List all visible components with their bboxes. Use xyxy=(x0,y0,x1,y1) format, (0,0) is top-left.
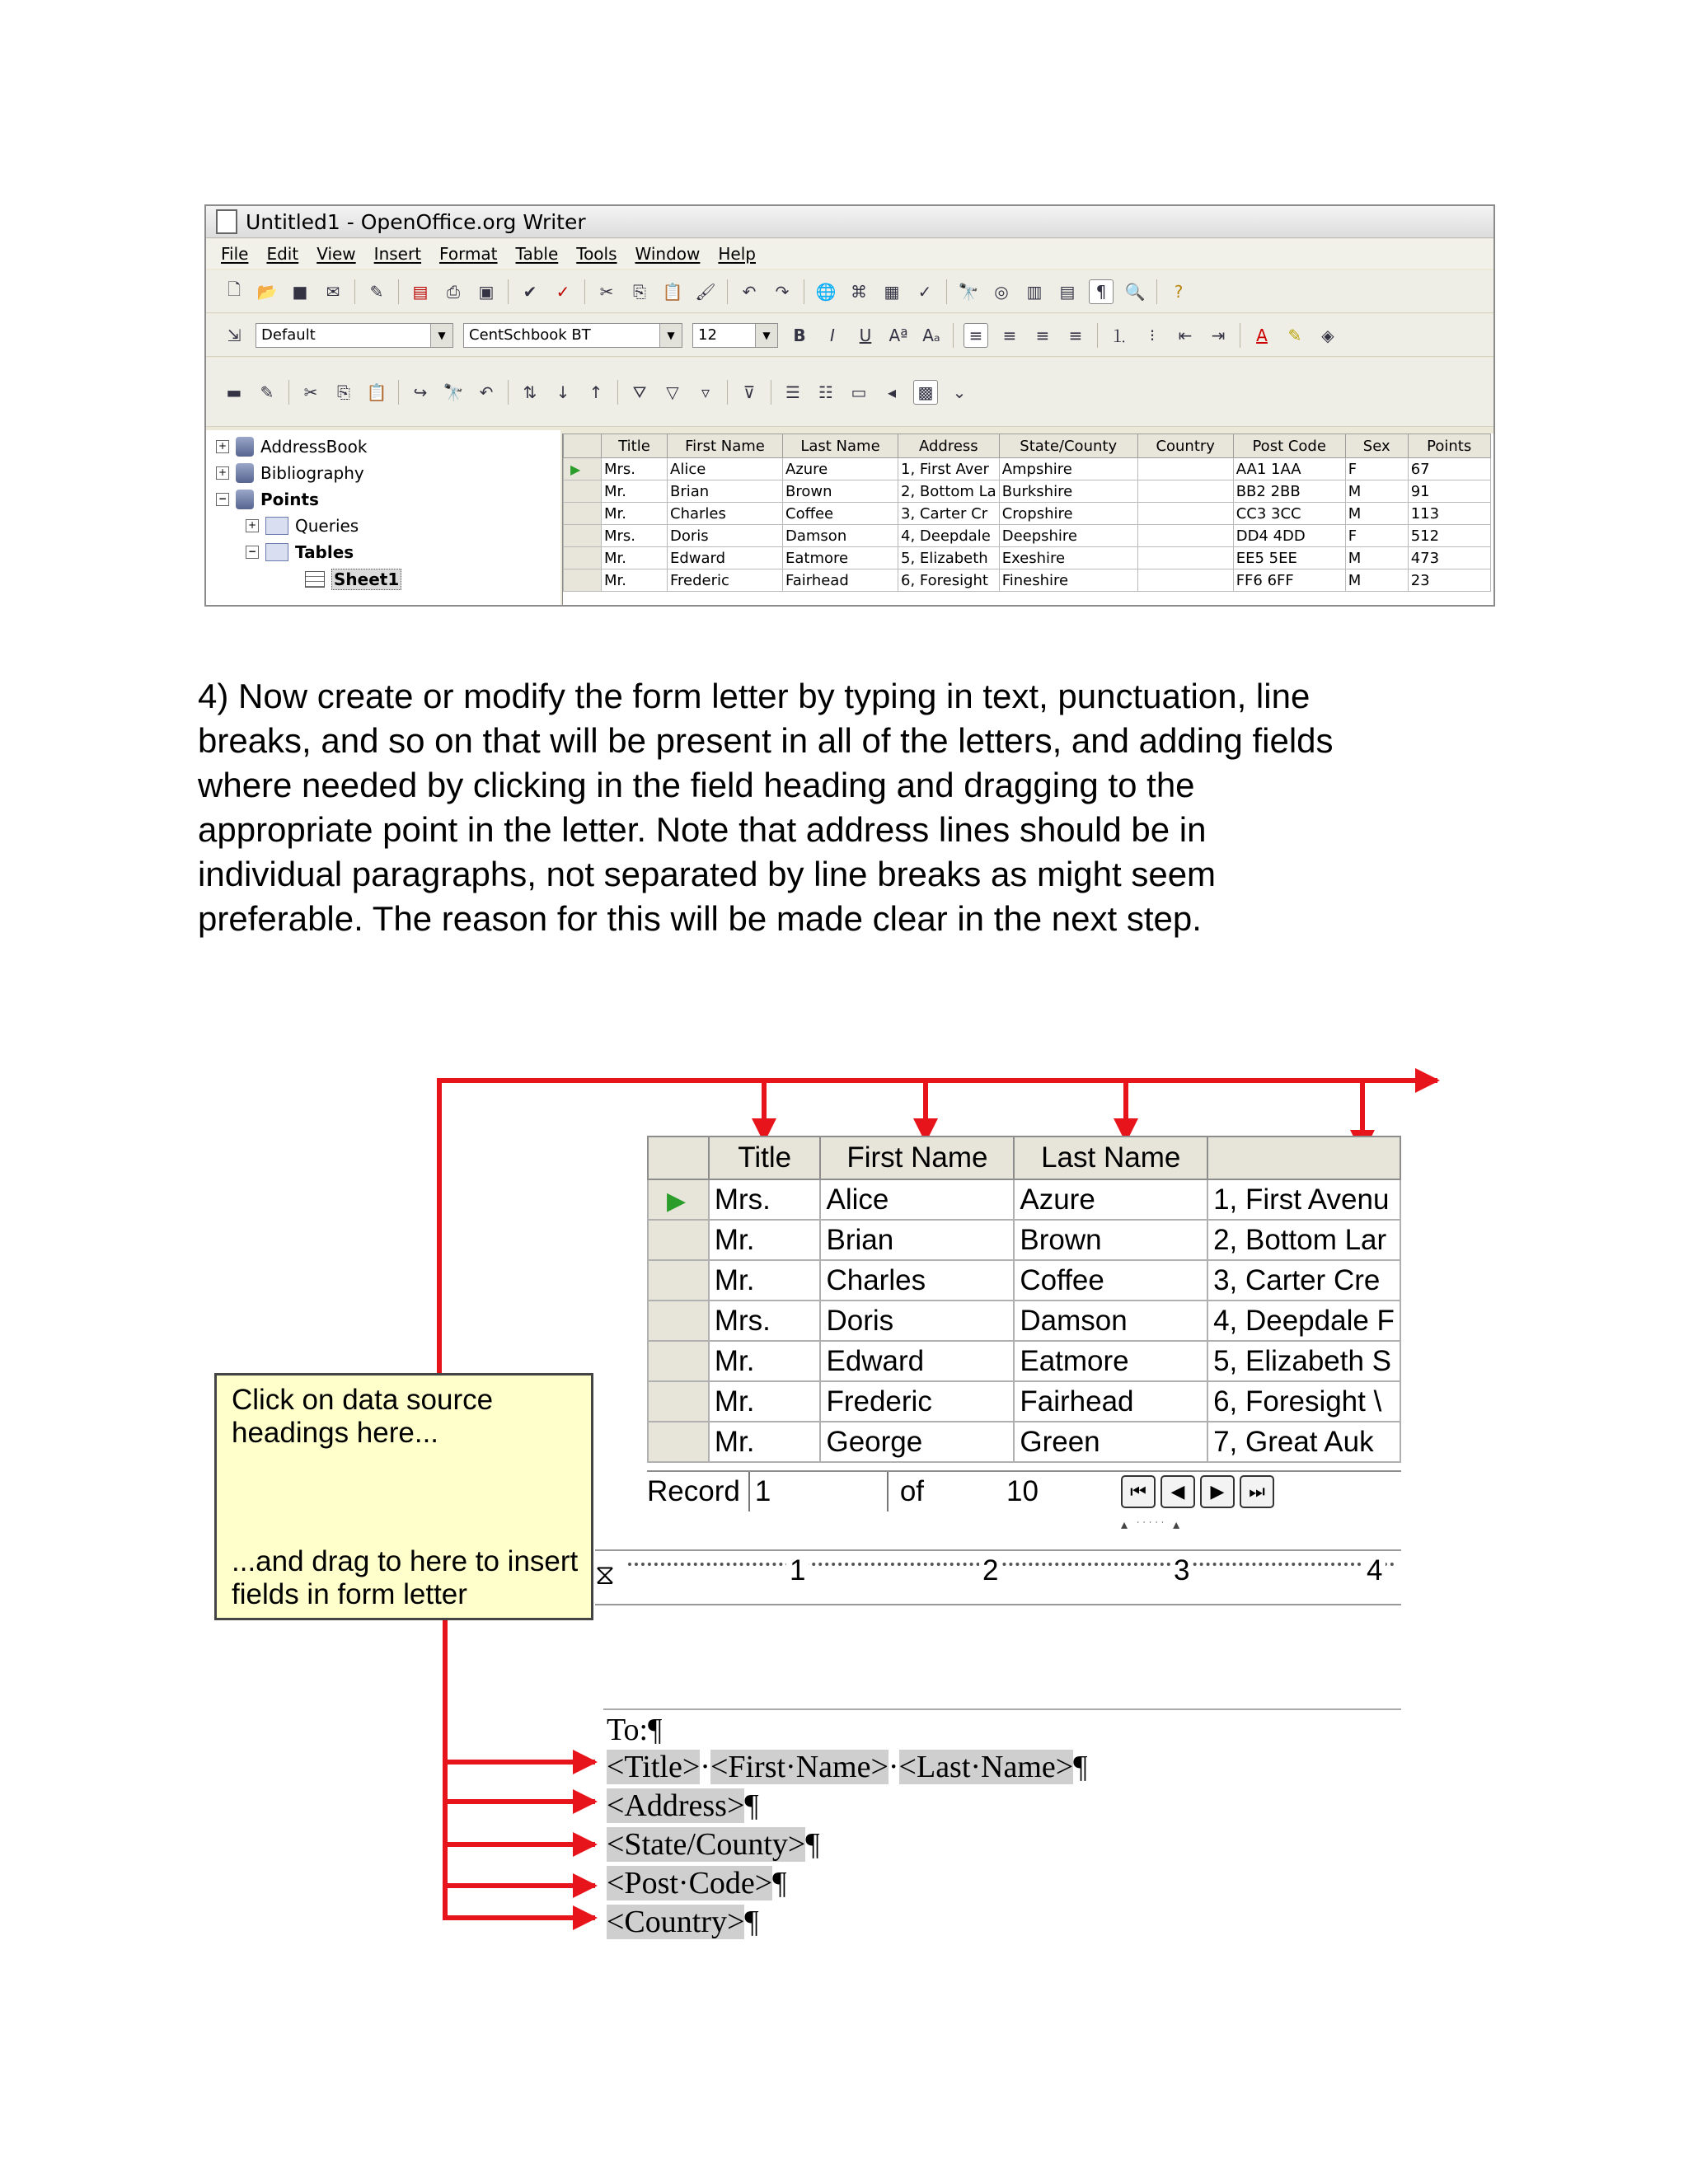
menu-tools[interactable]: Tools xyxy=(576,244,617,264)
spellcheck-icon[interactable]: ✔ xyxy=(523,281,537,302)
tree-item-label: Sheet1 xyxy=(331,569,401,590)
save-record-icon[interactable]: ↪ xyxy=(413,382,428,402)
zoom-table-row[interactable] xyxy=(631,1301,1400,1341)
spacer xyxy=(631,1301,648,1341)
tree-item-label: Tables xyxy=(295,542,354,562)
zoom-column-header-address[interactable] xyxy=(1207,1137,1400,1179)
paste-icon[interactable]: 📋 xyxy=(662,281,683,302)
table-cell[interactable]: EE5 5EE xyxy=(1233,547,1345,569)
sort-asc-icon[interactable]: ↓ xyxy=(556,382,570,402)
row-selector[interactable] xyxy=(648,1179,709,1220)
table-cell[interactable]: 113 xyxy=(1408,503,1490,525)
menu-view[interactable]: View xyxy=(316,244,356,264)
table-cell[interactable]: Edward xyxy=(668,547,783,569)
table-icon[interactable]: ▦ xyxy=(884,281,900,302)
table-cell[interactable]: 5, Elizabeth xyxy=(898,547,1000,569)
gallery-icon[interactable]: ◎ xyxy=(994,281,1009,302)
highlight-icon[interactable]: ✎ xyxy=(1287,325,1302,345)
table-cell[interactable]: 512 xyxy=(1408,525,1490,547)
zoom-table-cell[interactable]: 3, Carter Cre xyxy=(1207,1260,1400,1301)
copy-icon[interactable]: ⎘ xyxy=(633,281,646,302)
zoom-table-cell[interactable]: George xyxy=(820,1422,1014,1462)
expand-icon[interactable]: + xyxy=(246,519,259,532)
chevron-down-icon[interactable]: ▼ xyxy=(659,324,682,347)
zoomed-datasource-grid xyxy=(631,1136,1401,1465)
column-header-country[interactable]: Country xyxy=(1137,434,1233,458)
sort-desc-icon[interactable]: ↑ xyxy=(588,382,603,402)
table-cell[interactable]: Mrs. xyxy=(602,525,668,547)
pilcrow: ¶ xyxy=(805,1827,820,1862)
font-color-icon[interactable]: A xyxy=(1256,325,1268,345)
paragraph-style-select[interactable]: Default ▼ xyxy=(256,323,453,348)
previous-record-button[interactable]: ◀ xyxy=(1160,1475,1195,1508)
table-cell[interactable]: Brian xyxy=(668,480,783,503)
current-record-icon: ▶ xyxy=(667,1187,687,1215)
zoom-table-cell[interactable]: Fairhead xyxy=(1014,1381,1207,1422)
table-cell[interactable]: Charles xyxy=(668,503,783,525)
background-color-icon[interactable]: ◈ xyxy=(1321,325,1334,345)
pilcrow-icon[interactable]: ¶ xyxy=(1089,279,1114,304)
row-selector[interactable] xyxy=(648,1422,709,1462)
data-to-text-icon[interactable]: ☰ xyxy=(785,382,800,402)
tab-stop-icon[interactable]: ⧖ xyxy=(595,1559,615,1591)
zoom-table-cell[interactable]: Mr. xyxy=(709,1381,821,1422)
spacer xyxy=(631,1179,648,1220)
cut-icon[interactable]: ✂ xyxy=(303,382,318,402)
next-record-button[interactable]: ▶ xyxy=(1200,1475,1235,1508)
align-left-icon[interactable]: ≡ xyxy=(964,323,988,348)
window-title: Untitled1 - OpenOffice.org Writer xyxy=(246,209,586,234)
last-record-button[interactable]: ⏭ xyxy=(1240,1475,1274,1508)
expand-icon[interactable]: + xyxy=(216,466,229,480)
table-cell[interactable]: 6, Foresight xyxy=(898,569,1000,592)
chevron-down-icon[interactable]: ▼ xyxy=(430,324,452,347)
tree-item-label: AddressBook xyxy=(260,437,368,457)
bullets-icon[interactable]: ⁝ xyxy=(1149,325,1156,345)
italic-button[interactable]: I xyxy=(830,325,835,345)
table-cell[interactable]: Azure xyxy=(783,458,898,480)
font-size-select[interactable]: 12 ▼ xyxy=(692,323,778,348)
zoom-table-cell[interactable]: Azure xyxy=(1014,1179,1207,1220)
letter-to-line[interactable] xyxy=(607,1712,662,1748)
row-selector[interactable] xyxy=(648,1381,709,1422)
record-navigation-bar xyxy=(647,1470,1401,1511)
table-cell[interactable]: DD4 4DD xyxy=(1233,525,1345,547)
field-state-county[interactable]: <State/County> xyxy=(607,1827,806,1862)
table-cell[interactable]: Deepshire xyxy=(999,525,1137,547)
superscript-icon[interactable]: Aª xyxy=(889,325,908,345)
letter-address-line[interactable] xyxy=(607,1788,759,1824)
column-header-first-name[interactable]: First Name xyxy=(668,434,783,458)
field-last-name[interactable]: <Last·Name> xyxy=(898,1750,1074,1784)
align-center-icon[interactable]: ≡ xyxy=(1002,325,1017,345)
table-cell[interactable]: Frederic xyxy=(668,569,783,592)
page-preview-icon[interactable]: ▣ xyxy=(478,281,495,302)
spacer xyxy=(631,1341,648,1381)
zoom-table-row[interactable] xyxy=(631,1220,1400,1260)
field-country[interactable]: <Country> xyxy=(607,1905,745,1939)
data-to-fields-icon[interactable]: ☷ xyxy=(818,382,833,402)
callout-box xyxy=(214,1373,593,1620)
table-cell[interactable]: AA1 1AA xyxy=(1233,458,1345,480)
zoom-table-cell[interactable]: Mr. xyxy=(709,1341,821,1381)
zoom-table-cell[interactable]: Charles xyxy=(820,1260,1014,1301)
navigator-icon[interactable]: ⌘ xyxy=(851,281,867,302)
zoom-table-cell[interactable]: 6, Foresight \ xyxy=(1207,1381,1400,1422)
zoom-table-cell[interactable]: Green xyxy=(1014,1422,1207,1462)
row-selector[interactable] xyxy=(648,1301,709,1341)
table-cell[interactable]: M xyxy=(1345,547,1408,569)
row-selector-header xyxy=(648,1137,709,1179)
cut-icon[interactable]: ✂ xyxy=(599,281,614,302)
record-total: 10 xyxy=(1006,1475,1039,1507)
autospell-icon[interactable]: ✓ xyxy=(556,281,570,302)
letter-postcode-line[interactable] xyxy=(607,1865,786,1901)
field-address[interactable]: <Address> xyxy=(607,1788,745,1823)
current-record-icon: ▶ xyxy=(570,461,581,477)
zoom-column-header-last-name[interactable]: Last Name xyxy=(1014,1137,1207,1179)
spacer xyxy=(631,1422,648,1462)
table-cell[interactable]: CC3 3CC xyxy=(1233,503,1345,525)
table-cell[interactable]: 1, First Aver xyxy=(898,458,1000,480)
apply-filter-icon[interactable]: ▿ xyxy=(701,382,710,402)
spacer xyxy=(631,1381,648,1422)
table-cell[interactable]: Mr. xyxy=(602,569,668,592)
zoom-table-cell[interactable]: Mr. xyxy=(709,1260,821,1301)
draw-icon[interactable]: ✓ xyxy=(917,281,932,302)
row-selector[interactable] xyxy=(648,1341,709,1381)
zoom-table-row[interactable] xyxy=(631,1179,1400,1220)
zoom-table-row[interactable] xyxy=(631,1422,1400,1462)
menu-edit[interactable]: Edit xyxy=(266,244,299,264)
table-cell[interactable]: Mr. xyxy=(602,547,668,569)
table-cell[interactable]: F xyxy=(1345,525,1408,547)
edit-data-icon[interactable]: ✎ xyxy=(260,382,274,402)
zoom-column-header-title[interactable]: Title xyxy=(709,1137,821,1179)
table-cell[interactable]: 4, Deepdale xyxy=(898,525,1000,547)
ruler-mark: 1 xyxy=(786,1554,809,1587)
save-icon[interactable]: ■ xyxy=(292,281,308,302)
justify-icon[interactable]: ≡ xyxy=(1068,325,1083,345)
column-header-title[interactable]: Title xyxy=(602,434,668,458)
zoom-column-header-first-name[interactable]: First Name xyxy=(820,1137,1014,1179)
open-icon[interactable]: 📂 xyxy=(256,281,278,302)
callout-top-text: Click on data source headings here... xyxy=(232,1384,494,1449)
collapse-icon[interactable]: − xyxy=(216,493,229,506)
table-cell[interactable]: Fineshire xyxy=(999,569,1137,592)
table-cell[interactable]: 91 xyxy=(1408,480,1490,503)
row-selector[interactable] xyxy=(648,1220,709,1260)
field-first-name[interactable]: <First·Name> xyxy=(710,1750,889,1784)
row-selector[interactable] xyxy=(648,1260,709,1301)
undo-icon[interactable]: ↶ xyxy=(479,382,494,402)
autofilter-icon[interactable]: ⛛ xyxy=(632,382,647,402)
table-cell[interactable]: F xyxy=(1345,458,1408,480)
email-icon[interactable]: ✉ xyxy=(326,281,340,302)
zoom-table-cell[interactable]: Edward xyxy=(820,1341,1014,1381)
help-icon[interactable]: ? xyxy=(1174,281,1184,302)
zoom-table-cell[interactable]: Mr. xyxy=(709,1220,821,1260)
zoom-table-cell[interactable]: Eatmore xyxy=(1014,1341,1207,1381)
undo-icon[interactable]: ↶ xyxy=(742,281,757,302)
hyperlink-icon[interactable]: 🌐 xyxy=(815,281,837,302)
callout-bottom-text: ...and drag to here to insert fields in form letter xyxy=(232,1545,579,1610)
table-cell[interactable]: Alice xyxy=(668,458,783,480)
table-cell[interactable]: Damson xyxy=(783,525,898,547)
ruler-mark: 2 xyxy=(979,1554,1001,1587)
numbering-icon[interactable]: ⒈ xyxy=(1111,326,1128,346)
find-replace-icon[interactable]: 🔭 xyxy=(958,281,979,302)
expand-icon[interactable]: + xyxy=(216,440,229,453)
source-current-doc-icon[interactable]: ◂ xyxy=(887,382,897,402)
table-cell[interactable]: Mrs. xyxy=(602,458,668,480)
subscript-icon[interactable]: Aₐ xyxy=(922,325,940,345)
column-header-post-code[interactable]: Post Code xyxy=(1233,434,1345,458)
zoom-table-cell[interactable]: Frederic xyxy=(820,1381,1014,1422)
table-cell[interactable]: Coffee xyxy=(783,503,898,525)
zoom-table-cell[interactable]: Mrs. xyxy=(709,1179,821,1220)
zoom-table-cell[interactable]: 1, First Avenu xyxy=(1207,1179,1400,1220)
of-label: of xyxy=(899,1475,925,1507)
horizontal-ruler xyxy=(595,1549,1401,1605)
sort-icon[interactable]: ⇅ xyxy=(523,382,537,402)
zoom-table-row[interactable] xyxy=(631,1381,1400,1422)
zoom-table-cell[interactable]: Alice xyxy=(820,1179,1014,1220)
underline-button[interactable]: U xyxy=(859,325,872,345)
tree-item-label: Queries xyxy=(295,516,359,536)
zoom-header-row xyxy=(631,1137,1400,1179)
table-cell[interactable]: Brown xyxy=(783,480,898,503)
column-header-address[interactable]: Address xyxy=(898,434,1000,458)
table-cell[interactable]: M xyxy=(1345,480,1408,503)
column-header-sex[interactable]: Sex xyxy=(1345,434,1408,458)
splitter-handle[interactable]: ▴ ˑˑˑˑˑ ▴ xyxy=(1121,1518,1183,1532)
table-cell[interactable]: 23 xyxy=(1408,569,1490,592)
zoom-table-row[interactable] xyxy=(631,1341,1400,1381)
table-cell[interactable]: Doris xyxy=(668,525,783,547)
ruler-mark: 3 xyxy=(1170,1554,1193,1587)
table-cell[interactable]: Fairhead xyxy=(783,569,898,592)
zoom-table-cell[interactable]: 4, Deepdale F xyxy=(1207,1301,1400,1341)
column-header-last-name[interactable]: Last Name xyxy=(783,434,898,458)
styles-icon[interactable]: ⇲ xyxy=(227,325,241,345)
tree-item-label: Points xyxy=(260,490,319,509)
zoom-table-cell[interactable]: 7, Great Auk xyxy=(1207,1422,1400,1462)
letter-country-line[interactable] xyxy=(607,1904,759,1940)
zoom-table-cell[interactable]: Doris xyxy=(820,1301,1014,1341)
menu-insert[interactable]: Insert xyxy=(373,244,422,264)
redo-icon[interactable]: ↷ xyxy=(775,281,790,302)
toolbar-overflow-icon[interactable]: ⌄ xyxy=(952,382,967,402)
ruler-mark: 4 xyxy=(1363,1554,1386,1587)
zoom-table-cell[interactable]: Damson xyxy=(1014,1301,1207,1341)
chevron-down-icon[interactable]: ▼ xyxy=(755,324,777,347)
zoom-table-cell[interactable]: Brown xyxy=(1014,1220,1207,1260)
zoom-table-cell[interactable]: Mr. xyxy=(709,1422,821,1462)
table-cell[interactable]: Exeshire xyxy=(999,547,1137,569)
paste-icon[interactable]: 📋 xyxy=(366,382,387,402)
record-number-input[interactable]: 1 xyxy=(748,1472,889,1511)
zoom-table-cell[interactable]: Coffee xyxy=(1014,1260,1207,1301)
to-label: To: xyxy=(607,1713,649,1747)
table-cell[interactable]: 473 xyxy=(1408,547,1490,569)
standard-filter-icon[interactable]: ▽ xyxy=(666,382,679,402)
zoom-table-cell[interactable]: Brian xyxy=(820,1220,1014,1260)
datasources-icon[interactable]: ▥ xyxy=(1026,281,1043,302)
record-label: Record xyxy=(647,1475,740,1507)
table-cell[interactable]: FF6 6FF xyxy=(1233,569,1345,592)
zoom-table-cell[interactable]: 2, Bottom Lar xyxy=(1207,1220,1400,1260)
find-record-icon[interactable]: 🔭 xyxy=(443,382,464,402)
table-cell[interactable]: Eatmore xyxy=(783,547,898,569)
spacer xyxy=(631,1220,648,1260)
field-post-code[interactable]: <Post·Code> xyxy=(607,1866,773,1900)
column-header-state-county[interactable]: State/County xyxy=(999,434,1137,458)
zoom-table-cell[interactable]: Mrs. xyxy=(709,1301,821,1341)
menu-file[interactable]: File xyxy=(221,244,249,264)
table-cell[interactable]: Ampshire xyxy=(999,458,1137,480)
spacer xyxy=(631,1260,648,1301)
table-cell[interactable]: 67 xyxy=(1408,458,1490,480)
pilcrow: ¶ xyxy=(648,1713,663,1747)
table-cell[interactable]: M xyxy=(1345,503,1408,525)
table-cell[interactable]: Mr. xyxy=(602,503,668,525)
zoom-icon[interactable]: 🔍 xyxy=(1124,281,1146,302)
table-cell[interactable]: 3, Carter Cr xyxy=(898,503,1000,525)
bold-button[interactable]: B xyxy=(793,325,806,345)
new-icon[interactable]: 🗋 xyxy=(227,279,241,299)
field-shadings-icon[interactable]: ▤ xyxy=(1059,281,1076,302)
explorer-onoff-icon[interactable]: ▩ xyxy=(913,380,938,405)
table-cell[interactable]: Mr. xyxy=(602,480,668,503)
align-right-icon[interactable]: ≡ xyxy=(1035,325,1050,345)
print-icon[interactable]: ⎙ xyxy=(447,281,460,302)
spacer xyxy=(631,1137,648,1179)
export-pdf-icon[interactable]: ▤ xyxy=(412,281,429,302)
table-cell[interactable]: Cropshire xyxy=(999,503,1137,525)
menu-help[interactable]: Help xyxy=(718,244,756,264)
mail-merge-icon[interactable]: ▭ xyxy=(851,382,867,402)
table-cell[interactable]: BB2 2BB xyxy=(1233,480,1345,503)
pilcrow: ¶ xyxy=(744,1788,759,1823)
menu-window[interactable]: Window xyxy=(635,244,701,264)
collapse-icon[interactable]: − xyxy=(246,546,259,559)
tree-item-label: Bibliography xyxy=(260,463,364,483)
zoom-table-cell[interactable]: 5, Elizabeth S xyxy=(1207,1341,1400,1381)
table-cell[interactable]: M xyxy=(1345,569,1408,592)
menu-format[interactable]: Format xyxy=(439,244,498,264)
pilcrow: ¶ xyxy=(772,1866,787,1900)
menu-table[interactable]: Table xyxy=(515,244,559,264)
first-record-button[interactable]: ⏮ xyxy=(1121,1475,1156,1508)
copy-icon[interactable]: ⎘ xyxy=(337,382,350,402)
edit-file-icon[interactable]: ✎ xyxy=(369,281,384,302)
letter-name-line[interactable]: <Title>·<First·Name>·<Last·Name>¶ xyxy=(607,1750,1088,1784)
table-cell[interactable]: 2, Bottom La xyxy=(898,480,1000,503)
zoom-table-row[interactable] xyxy=(631,1260,1400,1301)
pilcrow: ¶ xyxy=(744,1905,759,1939)
increase-indent-icon[interactable]: ⇥ xyxy=(1211,325,1226,345)
format-paintbrush-icon[interactable]: 🖌 xyxy=(695,281,716,302)
pilcrow: ¶ xyxy=(1073,1750,1088,1784)
column-header-points[interactable]: Points xyxy=(1408,434,1490,458)
remove-filter-icon[interactable]: ⊽ xyxy=(743,382,756,402)
font-name-select[interactable]: CentSchbook BT ▼ xyxy=(463,323,682,348)
instruction-paragraph: 4) Now create or modify the form letter by typing in text, punctuation, line breaks, and so on that will be present in all of the letters, and adding fields where needed by clicking in the field heading and dragging to the appropriate point in the letter. Note that address lines should be in individual paragraphs, not separated by line breaks as might seem preferable. The reason for this will be made clear in the next step. xyxy=(198,677,1334,938)
field-title[interactable]: <Title> xyxy=(607,1750,701,1784)
table-cell[interactable]: Burkshire xyxy=(999,480,1137,503)
letter-state-line[interactable] xyxy=(607,1826,820,1863)
decrease-indent-icon[interactable]: ⇤ xyxy=(1178,325,1193,345)
explorer-icon[interactable]: ▬ xyxy=(226,382,242,402)
